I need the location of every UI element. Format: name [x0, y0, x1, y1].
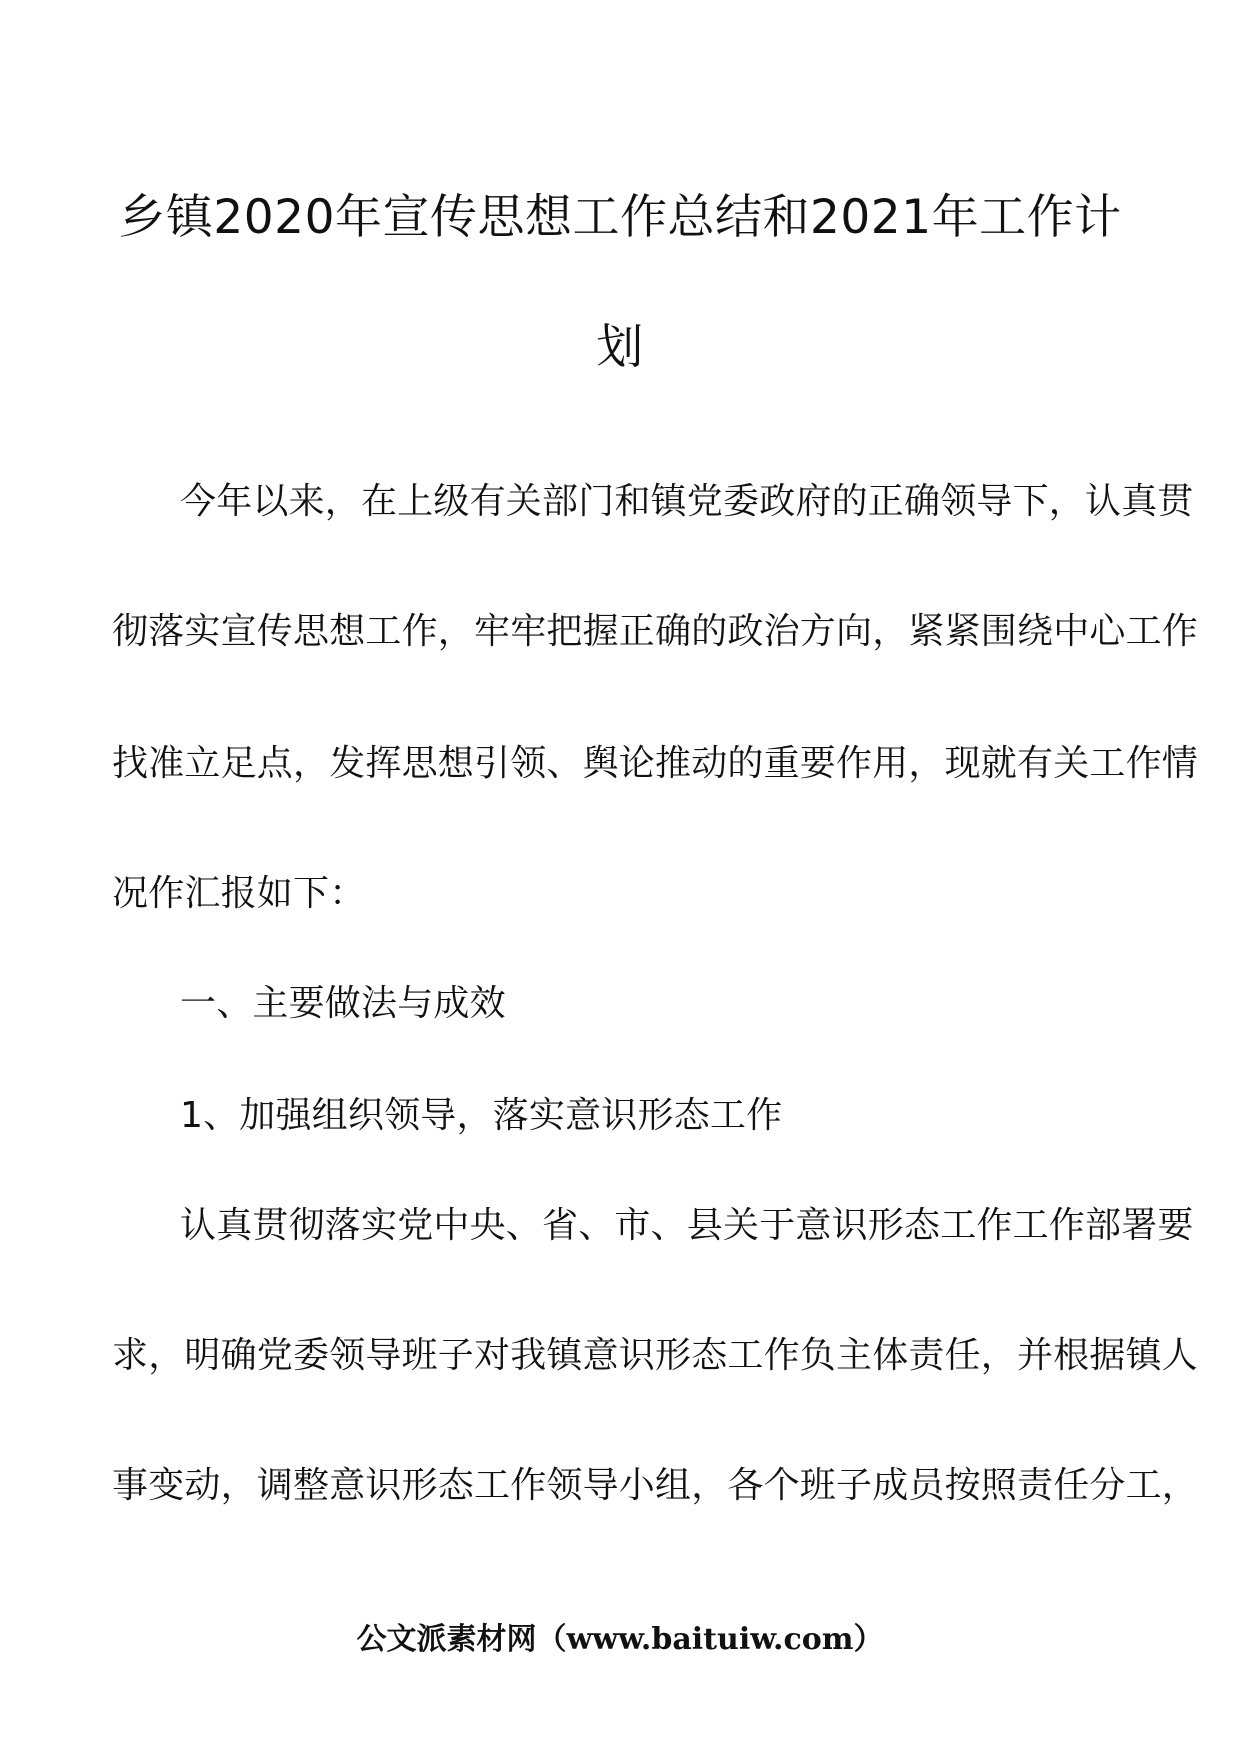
document-title-line-2: 划: [596, 320, 644, 375]
paragraph-line: 彻落实宣传思想工作，牢牢把握正确的政治方向，紧紧围绕中心工作: [112, 611, 1199, 652]
paragraph-line: 找准立足点，发挥思想引领、舆论推动的重要作用，现就有关工作情: [112, 743, 1199, 784]
paragraph-line: 事变动，调整意识形态工作领导小组，各个班子成员按照责任分工，: [112, 1465, 1199, 1506]
section-heading: 一、主要做法与成效: [180, 983, 506, 1024]
document-title-line-1: 乡镇2020年宣传思想工作总结和2021年工作计: [118, 190, 1122, 245]
paragraph-line: 况作汇报如下：: [112, 873, 366, 914]
paragraph-line: 认真贯彻落实党中央、省、市、县关于意识形态工作工作部署要: [180, 1205, 1194, 1246]
paragraph-line: 今年以来，在上级有关部门和镇党委政府的正确领导下，认真贯: [180, 481, 1194, 522]
subsection-heading: 1、加强组织领导，落实意识形态工作: [180, 1095, 783, 1136]
paragraph-line: 求，明确党委领导班子对我镇意识形态工作负主体责任，并根据镇人: [112, 1335, 1199, 1376]
footer-watermark-text: 公文派素材网（www.baituiw.com）: [356, 1622, 884, 1657]
